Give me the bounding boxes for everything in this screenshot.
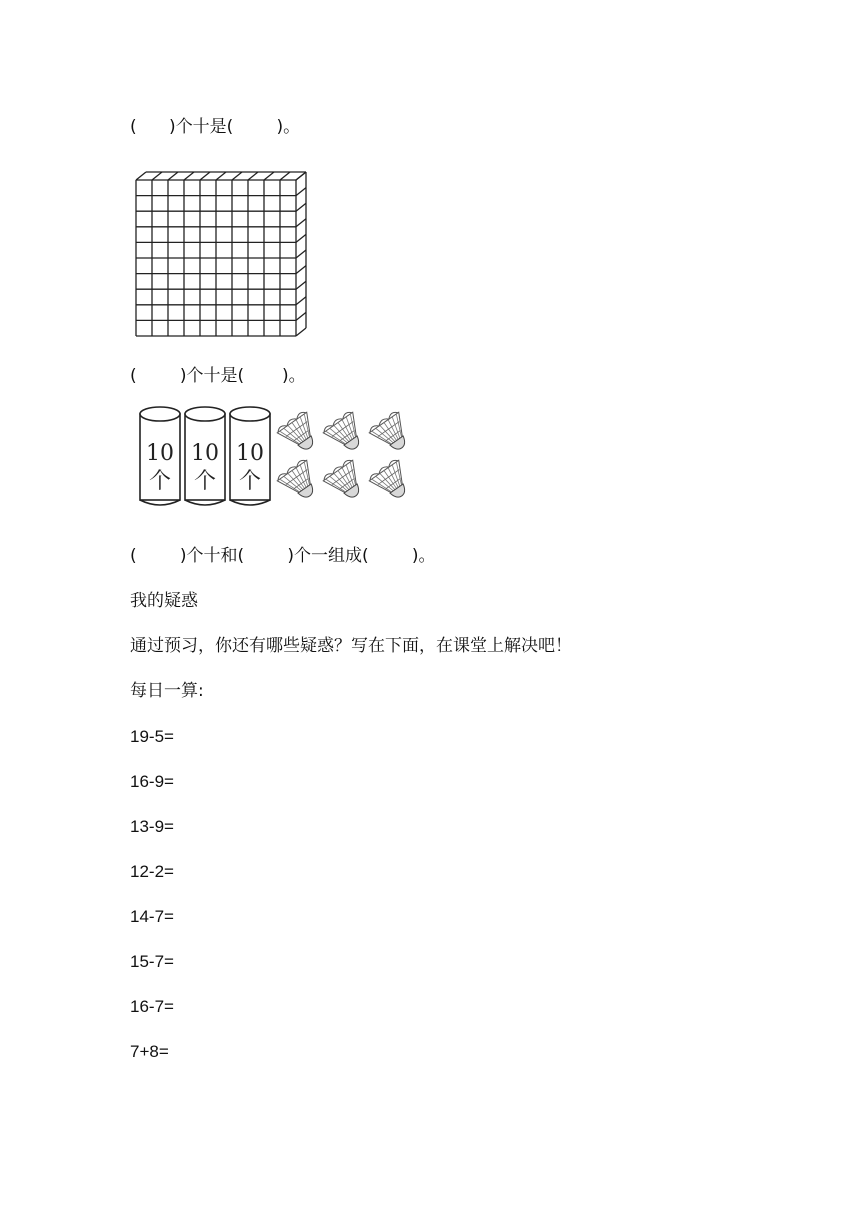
bundle-of-ten-icon <box>230 407 270 505</box>
hundred-grid-block <box>130 166 310 342</box>
question-3: ( )个十和( )个一组成( )。 <box>130 546 436 566</box>
section-prompt: 通过预习，你还有哪些疑惑？写在下面，在课堂上解决吧！ <box>130 636 572 656</box>
question-2: ( )个十是( )。 <box>130 366 306 386</box>
bundle-of-ten-icon <box>185 407 225 505</box>
shuttlecock-icon <box>322 410 371 458</box>
bundle-unit-label: 个 <box>148 469 172 494</box>
bundles-and-shuttlecocks <box>130 404 430 512</box>
shuttlecock-icon <box>276 458 325 506</box>
section-title: 我的疑惑 <box>130 591 198 611</box>
bundle-of-ten-icon <box>140 407 180 505</box>
daily-item: 13-9= <box>130 817 174 836</box>
shuttlecock-icon <box>368 458 417 506</box>
shuttlecock-icon <box>322 458 371 506</box>
shuttlecock-icon <box>276 410 325 458</box>
bundle-unit-label: 个 <box>193 469 217 494</box>
daily-item: 14-7= <box>130 907 174 926</box>
question-1: ( )个十是( )。 <box>130 117 301 137</box>
bundle-number-label: 10 <box>146 441 174 466</box>
daily-item: 7+8= <box>130 1042 169 1061</box>
daily-item: 16-7= <box>130 997 174 1016</box>
bundle-number-label: 10 <box>191 441 219 466</box>
daily-item: 12-2= <box>130 862 174 881</box>
daily-item: 19-5= <box>130 727 174 746</box>
bundle-number-label: 10 <box>236 441 264 466</box>
daily-item: 16-9= <box>130 772 174 791</box>
bundle-unit-label: 个 <box>238 469 262 494</box>
daily-title: 每日一算: <box>130 681 204 701</box>
daily-item: 15-7= <box>130 952 174 971</box>
shuttlecock-icon <box>368 410 417 458</box>
